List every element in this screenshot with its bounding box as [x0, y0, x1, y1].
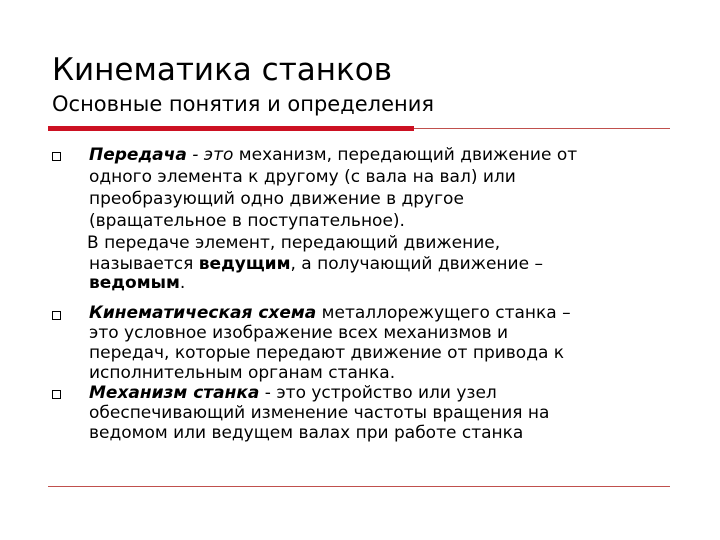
- definition-line: [89, 303, 684, 323]
- slide-title: Кинематика станков: [52, 52, 392, 88]
- line-text: механизм, передающий движение от: [233, 145, 578, 165]
- definition-line: обеспечивающий изменение частоты вращения на: [89, 403, 550, 423]
- definition-line: ведомом или ведущем валах при работе станка: [89, 423, 524, 443]
- term-peredacha: Передача: [89, 145, 187, 165]
- line-text: - это устройство или узел: [259, 383, 497, 403]
- definition-line: передач, которые передают движение от привода к: [89, 343, 565, 363]
- definition-line: исполнительным органам станка.: [89, 363, 396, 383]
- definition-line: (вращательное в поступательное).: [89, 211, 405, 231]
- paragraph-line: [89, 254, 684, 274]
- paragraph-line: [89, 274, 684, 292]
- line-text: называется: [89, 254, 199, 274]
- bullet-square-icon: [52, 390, 61, 399]
- line-text: , а получающий движение –: [290, 254, 543, 274]
- line-text: .: [179, 273, 186, 293]
- title-divider-accent: [48, 126, 414, 131]
- definition-line: [89, 383, 684, 403]
- term-vedomym: ведомым: [89, 273, 180, 293]
- connector: - это: [186, 145, 234, 165]
- line-text: металлорежущего станка –: [316, 303, 571, 323]
- definition-machine-mechanism: [89, 383, 684, 443]
- term-vedushchim: ведущим: [198, 254, 291, 274]
- definition-peredacha: [89, 144, 684, 292]
- definition-kinematic-scheme: [89, 303, 684, 383]
- paragraph-line: В передаче элемент, передающий движение,: [87, 233, 501, 253]
- footer-divider: [48, 486, 670, 487]
- definition-line: преобразующий одно движение в другое: [89, 189, 464, 209]
- slide-subtitle: Основные понятия и определения: [52, 92, 435, 116]
- bullet-square-icon: [52, 311, 61, 320]
- definition-line: одного элемента к другому (с вала на вал) или: [89, 167, 516, 187]
- term-kinematic-scheme: Кинематическая схема: [89, 303, 317, 323]
- definition-line: [89, 144, 684, 166]
- term-machine-mechanism: Механизм станка: [89, 383, 260, 403]
- definition-line: это условное изображение всех механизмов и: [89, 323, 509, 343]
- bullet-square-icon: [52, 152, 61, 161]
